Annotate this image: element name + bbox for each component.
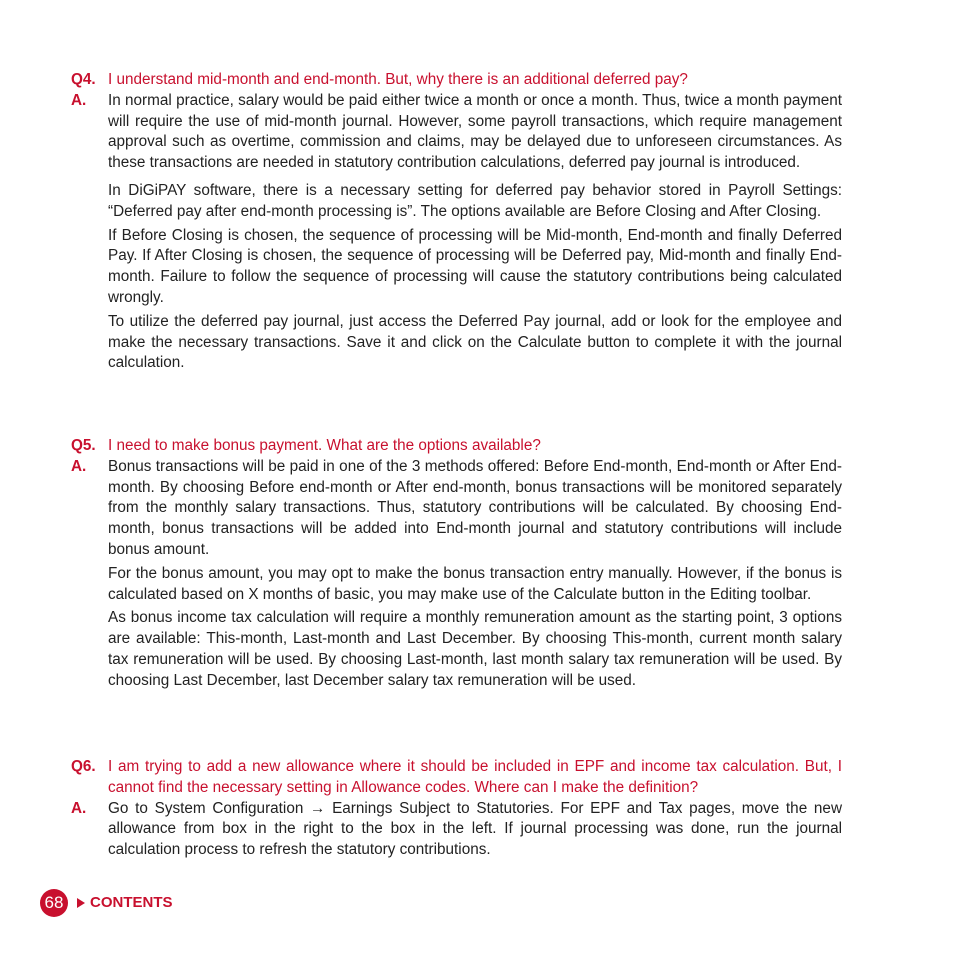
answer-label: A.	[71, 457, 87, 475]
contents-link[interactable]: CONTENTS	[90, 893, 173, 911]
page-footer	[40, 889, 173, 917]
answer-row	[71, 457, 842, 561]
answer-paragraph: Bonus transactions will be paid in one of the 3 methods offered: Before End-month, End-month or After End-month. By choosing Before end-month or After end-month, bonus transactions will be monitored separately from the monthly salary transactions. Thus, statutory contributions will be calculated. By choosing End-month, bonus transactions will be added into End-month journal and statutory contributions will include bonus amount.	[108, 457, 842, 558]
question-text: I need to make bonus payment. What are the options available?	[108, 437, 541, 454]
question-text: I understand mid-month and end-month. But, why there is an additional deferred pay?	[108, 71, 688, 88]
faq-q6	[71, 757, 842, 861]
question-row	[71, 436, 842, 457]
answer-paragraph: To utilize the deferred pay journal, just access the Deferred Pay journal, add or look for the employee and make the necessary transactions. Save it and click on the Calculate button to complete it with the journal calculation.	[108, 312, 842, 372]
answer-paragraph: Go to System Configuration → Earnings Subject to Statutories. For EPF and Tax pages, move the new allowance from box in the right to the box in the left. If journal processing was done, run the journal calculation process to refresh the statutory contributions.	[108, 799, 842, 859]
answer-row	[71, 799, 842, 861]
faq-q5	[71, 436, 842, 692]
answer-paragraph: For the bonus amount, you may opt to make the bonus transaction entry manually. However, if the bonus is calculated based on X months of basic, you may make use of the Calculate button in the Editing toolbar.	[108, 564, 842, 603]
play-arrow-icon[interactable]	[77, 898, 85, 908]
answer-paragraph: As bonus income tax calculation will require a monthly remuneration amount as the starting point, 3 options are available: This-month, Last-month and Last December. By choosing This-month, current month salary tax remuneration will be used. By choosing Last-month, last month salary tax remuneration will be used. By choosing Last December, last December salary tax remuneration will be used.	[108, 609, 842, 689]
answer-label: A.	[71, 91, 87, 109]
faq-q4	[71, 70, 842, 374]
answer-paragraph: In normal practice, salary would be paid either twice a month or once a month. Thus, twice a month payment will require the use of mid-month journal. However, some payroll transactions, which require management approval such as overtime, commission and claims, may be delayed due to unforeseen circumstances. As these transactions are needed in statutory contribution calculations, deferred pay journal is introduced.	[108, 91, 842, 172]
question-text: I am trying to add a new allowance where it should be included in EPF and income tax calculation. But, I cannot find the necessary setting in Allowance codes. Where can I make the definition?	[108, 758, 842, 796]
question-row	[71, 70, 842, 91]
question-label: Q6.	[71, 758, 96, 775]
question-label: Q4.	[71, 71, 96, 88]
answer-label: A.	[71, 799, 87, 817]
answer-paragraph: If Before Closing is chosen, the sequence of processing will be Mid-month, End-month and finally Deferred Pay. If After Closing is chosen, the sequence of processing will be Deferred pay, Mid-month and finally End-month. Failure to follow the sequence of processing will cause the statutory contributions being calculated wrongly.	[108, 226, 842, 306]
question-label: Q5.	[71, 437, 96, 454]
question-row	[71, 757, 842, 799]
page-number-badge: 68	[40, 889, 68, 917]
answer-row	[71, 91, 842, 174]
answer-paragraph: In DiGiPAY software, there is a necessary setting for deferred pay behavior stored in Payroll Settings: “Deferred pay after end-month processing is”. The options available are Before Closing and After Closing.	[108, 181, 842, 220]
